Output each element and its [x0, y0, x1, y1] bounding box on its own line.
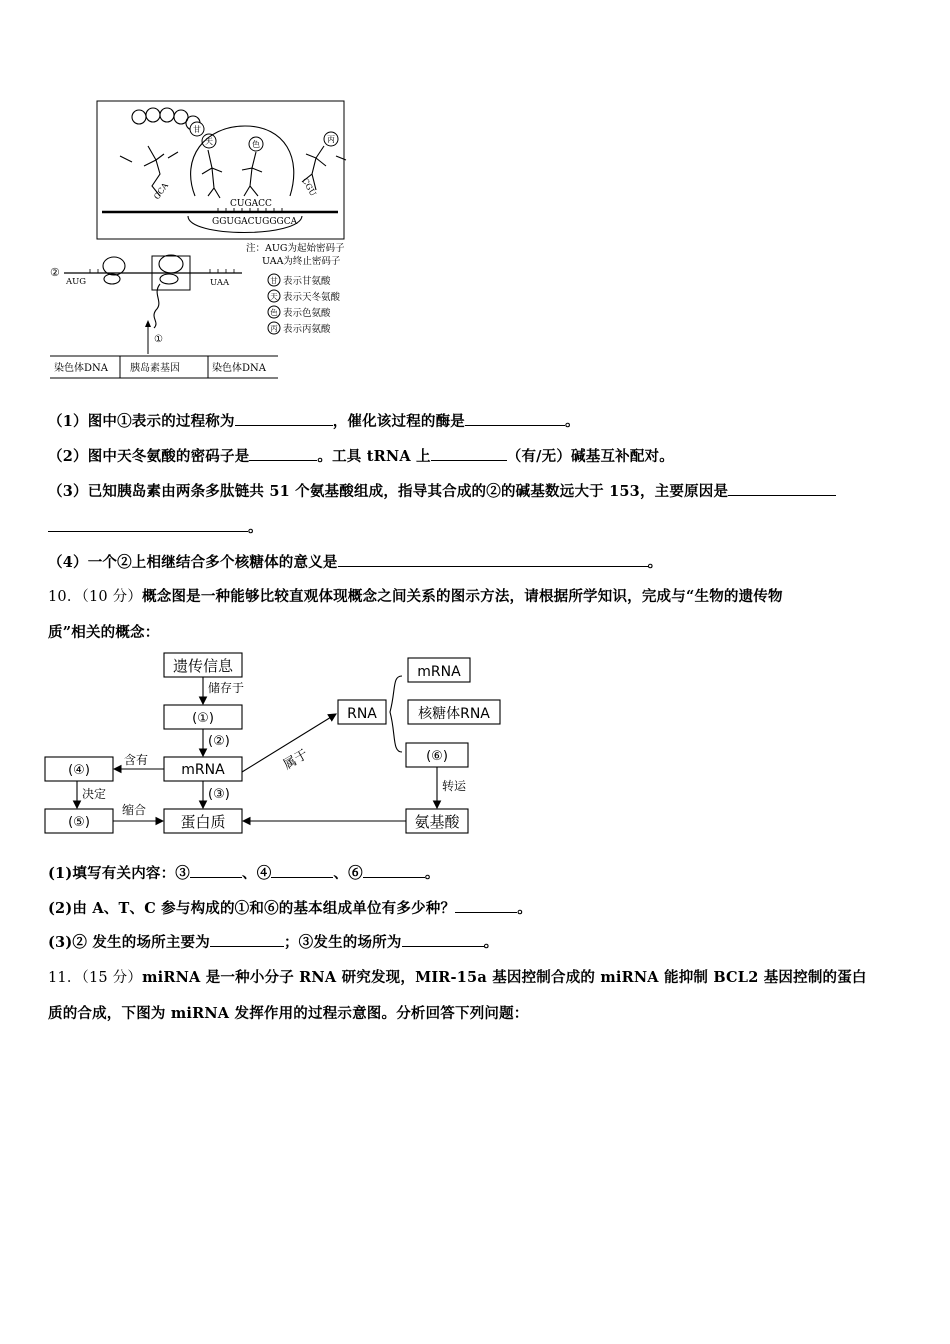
q10-stem-cont: 质”相关的概念： [48, 624, 160, 641]
svg-text:遗传信息: 遗传信息 [172, 657, 234, 675]
concept-map [40, 648, 490, 843]
legend-gan [268, 274, 331, 287]
svg-text:UAA为终止密码子: UAA为终止密码子 [262, 256, 341, 267]
blank[interactable] [249, 446, 317, 461]
svg-text:甘: 甘 [270, 276, 278, 285]
blank[interactable] [465, 411, 565, 426]
svg-text:①: ① [154, 334, 163, 345]
svg-text:表示色氨酸: 表示色氨酸 [283, 308, 331, 319]
svg-text:丙: 丙 [327, 135, 335, 144]
svg-text:(①): (①) [192, 711, 214, 726]
svg-text:②: ② [50, 266, 60, 279]
blank[interactable] [455, 898, 517, 913]
trna-middle-right [242, 152, 262, 196]
svg-text:属于: 属于 [280, 747, 311, 774]
blank[interactable] [402, 932, 484, 947]
svg-text:甘: 甘 [193, 125, 201, 134]
svg-text:氨基酸: 氨基酸 [414, 813, 460, 831]
q11-stem-cont: 质的合成，下图为 miRNA 发挥作用的过程示意图。分析回答下列问题： [48, 1005, 529, 1022]
svg-text:蛋白质: 蛋白质 [180, 813, 226, 831]
svg-text:染色体DNA: 染色体DNA [54, 363, 108, 374]
q9-part3: （3）已知胰岛素由两条多肽链共 51 个氨基酸组成，指导其合成的②的碱基数远大于 153，主要原因是 [48, 480, 908, 501]
amino-acid-gan [190, 122, 204, 136]
svg-text:决定: 决定 [82, 787, 107, 801]
svg-text:GGUGACUGGGCA: GGUGACUGGGCA [212, 217, 298, 227]
q10-sub1: (1)填写有关内容：③ 、④ 、⑥ 。 [48, 865, 440, 882]
svg-text:色: 色 [252, 140, 260, 149]
blank[interactable] [431, 446, 507, 461]
blank[interactable] [363, 863, 425, 878]
amino-acid-bing [324, 132, 338, 146]
svg-text:含有: 含有 [124, 753, 149, 767]
svg-text:转运: 转运 [442, 779, 467, 793]
svg-text:mRNA: mRNA [417, 664, 461, 680]
svg-text:色: 色 [270, 308, 278, 317]
q9-part3-cont: 。 [48, 516, 908, 537]
q9-part1: （1）图中①表示的过程称为 ，催化该过程的酶是 。 [48, 413, 580, 430]
svg-text:天: 天 [270, 292, 278, 301]
svg-text:(④): (④) [68, 763, 90, 778]
legend-se [268, 306, 331, 319]
svg-text:核糖体RNA: 核糖体RNA [418, 706, 490, 722]
amino-acid-se [249, 137, 263, 151]
svg-text:天: 天 [205, 137, 213, 146]
blank[interactable] [190, 863, 242, 878]
svg-text:表示丙氨酸: 表示丙氨酸 [283, 324, 331, 335]
q11-stem: 11．（15 分）miRNA 是一种小分子 RNA 研究发现，MIR-15a 基因控制合成的 miRNA 能抑制 BCL2 基因控制的蛋白 [48, 969, 867, 986]
q9-part2: （2）图中天冬氨酸的密码子是 。工具 tRNA 上 （有/无）碱基互补配对。 [48, 448, 674, 465]
svg-text:注：AUG为起始密码子: 注：AUG为起始密码子 [246, 243, 345, 254]
svg-text:储存于: 储存于 [208, 681, 245, 695]
svg-text:胰岛素基因: 胰岛素基因 [130, 363, 180, 374]
blank[interactable] [235, 411, 333, 426]
blank[interactable] [271, 863, 333, 878]
svg-text:(⑤): (⑤) [68, 815, 90, 830]
q10-stem: 10．（10 分）概念图是一种能够比较直观体现概念之间关系的图示方法，请根据所学知识，完成与“生物的遗传物 [48, 588, 783, 605]
trna-middle-left [202, 150, 222, 198]
svg-text:AUG: AUG [66, 277, 87, 287]
svg-text:(②): (②) [208, 734, 230, 749]
q10-sub3: (3)② 发生的场所主要为 ；③发生的场所为 。 [48, 934, 499, 951]
blank[interactable] [338, 552, 648, 567]
blank[interactable] [210, 932, 284, 947]
q10-sub2: (2)由 A、T、C 参与构成的①和⑥的基本组成单位有多少种？ 。 [48, 900, 532, 917]
ribosome-on-mrna-1 [103, 257, 125, 284]
svg-text:CGU: CGU [300, 176, 318, 198]
svg-text:表示甘氨酸: 表示甘氨酸 [283, 276, 331, 287]
svg-text:表示天冬氨酸: 表示天冬氨酸 [283, 292, 341, 303]
legend-bing [268, 322, 331, 335]
svg-text:mRNA: mRNA [181, 762, 225, 778]
translation-figure [40, 98, 370, 383]
svg-text:UAA: UAA [210, 278, 230, 288]
blank[interactable] [48, 517, 248, 532]
svg-text:(③): (③) [208, 787, 230, 802]
svg-text:缩合: 缩合 [122, 803, 147, 817]
svg-text:CCA: CCA [152, 181, 170, 202]
svg-text:RNA: RNA [347, 706, 377, 722]
blank[interactable] [728, 481, 836, 496]
svg-text:丙: 丙 [270, 324, 278, 333]
svg-text:染色体DNA: 染色体DNA [212, 363, 266, 374]
svg-text:CUGACC: CUGACC [230, 199, 272, 209]
svg-text:(⑥): (⑥) [426, 749, 448, 764]
ribosome-on-mrna-2 [154, 255, 183, 328]
trna-left [120, 146, 178, 196]
legend-tian [268, 290, 341, 303]
peptide-chain [132, 108, 200, 130]
q9-part4: （4）一个②上相继结合多个核糖体的意义是 。 [48, 554, 663, 571]
